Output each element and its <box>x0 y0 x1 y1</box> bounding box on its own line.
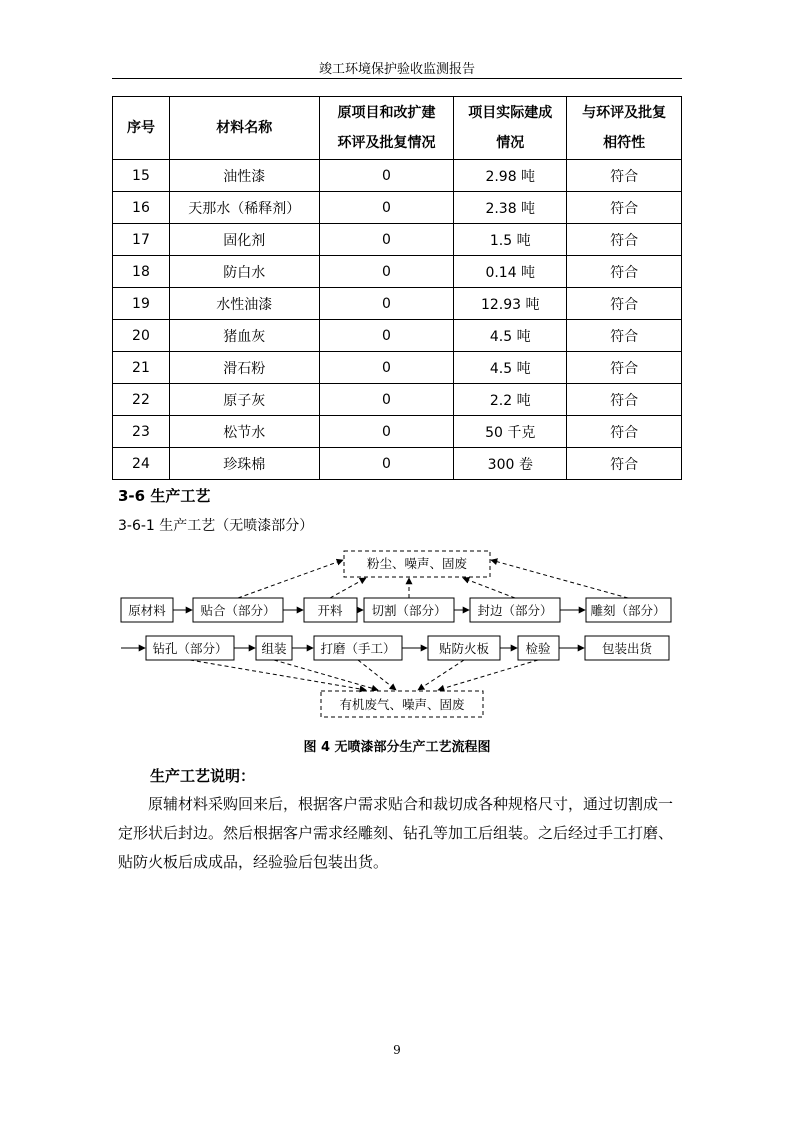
table-cell-match: 符合 <box>567 192 682 224</box>
table-cell-no: 16 <box>113 192 170 224</box>
table-cell-actual: 4.5 吨 <box>454 352 567 384</box>
svg-text:雕刻（部分）: 雕刻（部分） <box>590 603 666 618</box>
table-cell-actual: 50 千克 <box>454 416 567 448</box>
table-cell-name: 松节水 <box>169 416 319 448</box>
table-cell-match: 符合 <box>567 448 682 480</box>
svg-text:贴合（部分）: 贴合（部分） <box>200 603 276 618</box>
table-cell-match: 符合 <box>567 224 682 256</box>
svg-text:钻孔（部分）: 钻孔（部分） <box>152 641 228 656</box>
table-cell-actual: 2.98 吨 <box>454 160 567 192</box>
table-header-row <box>113 97 682 160</box>
table-cell-actual: 12.93 吨 <box>454 288 567 320</box>
table-cell-name: 猪血灰 <box>169 320 319 352</box>
description-title: 生产工艺说明： <box>150 767 256 785</box>
table-cell-match: 符合 <box>567 320 682 352</box>
table-cell-match: 符合 <box>567 288 682 320</box>
flow-node-sanding <box>314 636 402 660</box>
svg-text:切割（部分）: 切割（部分） <box>371 603 447 618</box>
table-cell-original: 0 <box>319 352 454 384</box>
table-cell-no: 22 <box>113 384 170 416</box>
table-row <box>113 192 682 224</box>
svg-text:包装出货: 包装出货 <box>601 641 653 656</box>
table-cell-no: 20 <box>113 320 170 352</box>
materials-table <box>112 96 682 480</box>
header-divider <box>112 78 682 79</box>
table-cell-name: 水性油漆 <box>169 288 319 320</box>
table-cell-original: 0 <box>319 160 454 192</box>
header-cell: 原项目和改扩建 环评及批复情况 <box>319 97 454 160</box>
table-cell-match: 符合 <box>567 384 682 416</box>
svg-text:贴防火板: 贴防火板 <box>438 641 490 656</box>
report-header: 竣工环境保护验收监测报告 <box>318 62 475 77</box>
table-cell-original: 0 <box>319 224 454 256</box>
table-cell-original: 0 <box>319 256 454 288</box>
table-row <box>113 416 682 448</box>
flow-node-packing <box>585 636 669 660</box>
figure-caption: 图 4 无喷漆部分生产工艺流程图 <box>303 740 491 755</box>
pollutant-box-top <box>344 551 490 577</box>
table-cell-match: 符合 <box>567 352 682 384</box>
table-cell-original: 0 <box>319 320 454 352</box>
table-cell-name: 原子灰 <box>169 384 319 416</box>
table-cell-name: 防白水 <box>169 256 319 288</box>
flow-node-edge-banding <box>470 598 560 622</box>
table-cell-original: 0 <box>319 448 454 480</box>
flow-node-laminate <box>193 598 283 622</box>
table-cell-actual: 2.38 吨 <box>454 192 567 224</box>
svg-text:开料: 开料 <box>317 603 343 618</box>
svg-text:有机废气、噪声、固废: 有机废气、噪声、固废 <box>339 697 465 712</box>
header-cell: 与环评及批复 相符性 <box>567 97 682 160</box>
table-cell-name: 固化剂 <box>169 224 319 256</box>
table-cell-actual: 0.14 吨 <box>454 256 567 288</box>
flow-node-cutting-material <box>304 598 357 622</box>
table-cell-name: 滑石粉 <box>169 352 319 384</box>
table-cell-actual: 2.2 吨 <box>454 384 567 416</box>
svg-text:组装: 组装 <box>261 641 287 656</box>
svg-text:检验: 检验 <box>525 641 551 656</box>
table-row <box>113 160 682 192</box>
table-cell-no: 18 <box>113 256 170 288</box>
table-cell-no: 19 <box>113 288 170 320</box>
section-subheading: 3-6-1 生产工艺（无喷漆部分） <box>118 518 314 534</box>
table-cell-name: 珍珠棉 <box>169 448 319 480</box>
table-cell-match: 符合 <box>567 416 682 448</box>
flow-node-inspection <box>518 636 559 660</box>
header-cell: 项目实际建成 情况 <box>454 97 567 160</box>
table-cell-original: 0 <box>319 384 454 416</box>
section-heading: 3-6 生产工艺 <box>118 487 211 505</box>
table-cell-name: 油性漆 <box>169 160 319 192</box>
table-cell-actual: 300 卷 <box>454 448 567 480</box>
page-number: 9 <box>393 1043 401 1057</box>
flow-node-fireboard <box>428 636 500 660</box>
svg-text:封边（部分）: 封边（部分） <box>477 603 553 618</box>
table-cell-original: 0 <box>319 192 454 224</box>
process-flow-diagram <box>118 548 678 723</box>
table-cell-no: 23 <box>113 416 170 448</box>
svg-text:原材料: 原材料 <box>128 603 166 618</box>
pollutant-arrows <box>190 560 628 690</box>
pollutant-box-bottom <box>321 691 483 717</box>
table-row <box>113 384 682 416</box>
table-cell-actual: 4.5 吨 <box>454 320 567 352</box>
table-row <box>113 448 682 480</box>
svg-text:粉尘、噪声、固废: 粉尘、噪声、固废 <box>366 556 468 571</box>
table-cell-no: 21 <box>113 352 170 384</box>
table-cell-match: 符合 <box>567 256 682 288</box>
flow-node-assembly <box>256 636 292 660</box>
table-cell-name: 天那水（稀释剂） <box>169 192 319 224</box>
description-body: 原辅材料采购回来后，根据客户需求贴合和裁切成各种规格尺寸，通过切割成一定形状后封边。然后根据客户需求经雕刻、钻孔等加工后组装。之后经过手工打磨、贴防火板后成成品，经验验后包装出货。 <box>118 795 674 871</box>
table-cell-original: 0 <box>319 416 454 448</box>
flow-node-raw-material <box>121 598 173 622</box>
header-cell: 序号 <box>113 97 170 160</box>
table-cell-original: 0 <box>319 288 454 320</box>
flow-node-drilling <box>146 636 234 660</box>
table-cell-match: 符合 <box>567 160 682 192</box>
table-cell-no: 15 <box>113 160 170 192</box>
table-row <box>113 224 682 256</box>
table-row <box>113 320 682 352</box>
flow-node-carving <box>586 598 671 622</box>
table-row <box>113 352 682 384</box>
svg-text:打磨（手工）: 打磨（手工） <box>320 641 396 656</box>
table-cell-no: 24 <box>113 448 170 480</box>
flow-node-cut <box>364 598 454 622</box>
table-row <box>113 256 682 288</box>
table-row <box>113 288 682 320</box>
table-cell-actual: 1.5 吨 <box>454 224 567 256</box>
header-cell: 材料名称 <box>169 97 319 160</box>
table-cell-no: 17 <box>113 224 170 256</box>
